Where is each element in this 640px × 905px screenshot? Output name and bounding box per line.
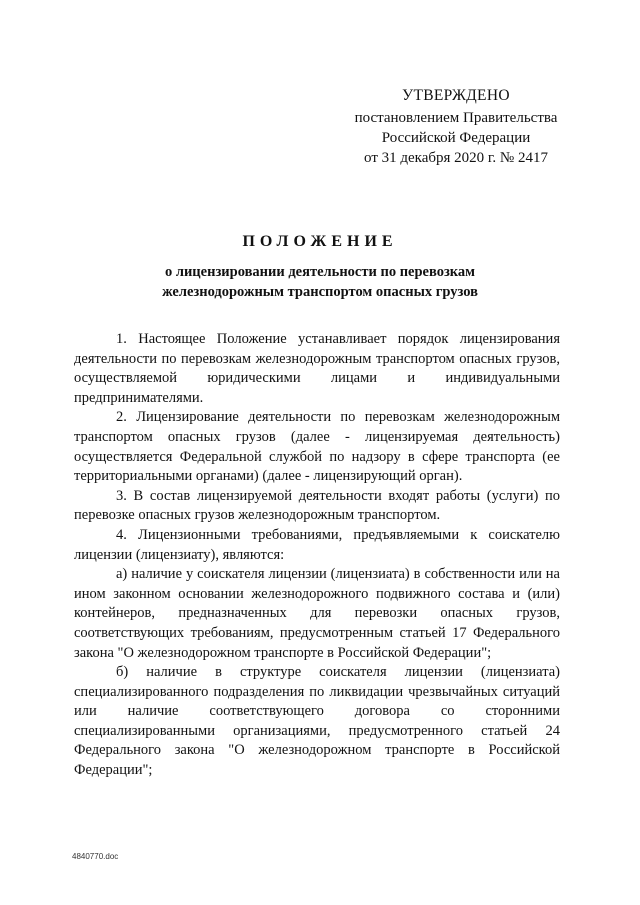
file-code: 4840770.doc [72, 852, 119, 861]
paragraph-4: 4. Лицензионными требованиями, предъявляемыми к соискателю лицензии (лицензиату), являются: [74, 526, 560, 563]
paragraph-4a: а) наличие у соискателя лицензии (лицензиата) в собственности или на ином законном основании железнодорожного подвижного состава и (или) контейнеров, предназначенных для перевозки опасных грузов, соответствующих требованиям, предусмотренным статьей 17 Федерального закона "О железнодорожном транспорте в Российской Федерации"; [74, 566, 560, 661]
subtitle-line-1: о лицензировании деятельности по перевозкам [164, 264, 476, 280]
paragraph-4b: б) наличие в структуре соискателя лицензии (лицензиата) специализированного подразделения по ликвидации чрезвычайных ситуаций или наличие соответствующего договора со сторонними специализированными организациями, предусмотренного статьей 24 Федерального закона "О железнодорожном транспорте в Российской Федерации"; [74, 664, 560, 779]
approval-line-3: от 31 декабря 2020 г. № 2417 [364, 150, 548, 166]
paragraph-3: 3. В состав лицензируемой деятельности входят работы (услуги) по перевозке опасных грузов железнодорожным транспортом. [74, 487, 560, 524]
approval-block [340, 86, 572, 168]
approval-line-1: постановлением Правительства [354, 110, 558, 126]
document-subtitle [110, 262, 530, 302]
document-body [74, 330, 560, 781]
approval-heading: УТВЕРЖДЕНО [402, 87, 510, 104]
subtitle-line-2: железнодорожным транспортом опасных грузов [162, 284, 478, 300]
document-title: ПОЛОЖЕНИЕ [242, 233, 398, 250]
paragraph-2: 2. Лицензирование деятельности по перевозкам железнодорожным транспортом опасных грузов (далее - лицензируемая деятельность) осуществляется Федеральной службой по надзору в сфере транспорта (ее территориальными органами) (далее - лицензирующий орган). [74, 409, 560, 485]
paragraph-1: 1. Настоящее Положение устанавливает порядок лицензирования деятельности по перевозкам железнодорожным транспортом опасных грузов, осуществляемой юридическими лицами и индивидуальными предпринимателями. [74, 331, 560, 406]
approval-line-2: Российской Федерации [381, 130, 531, 146]
